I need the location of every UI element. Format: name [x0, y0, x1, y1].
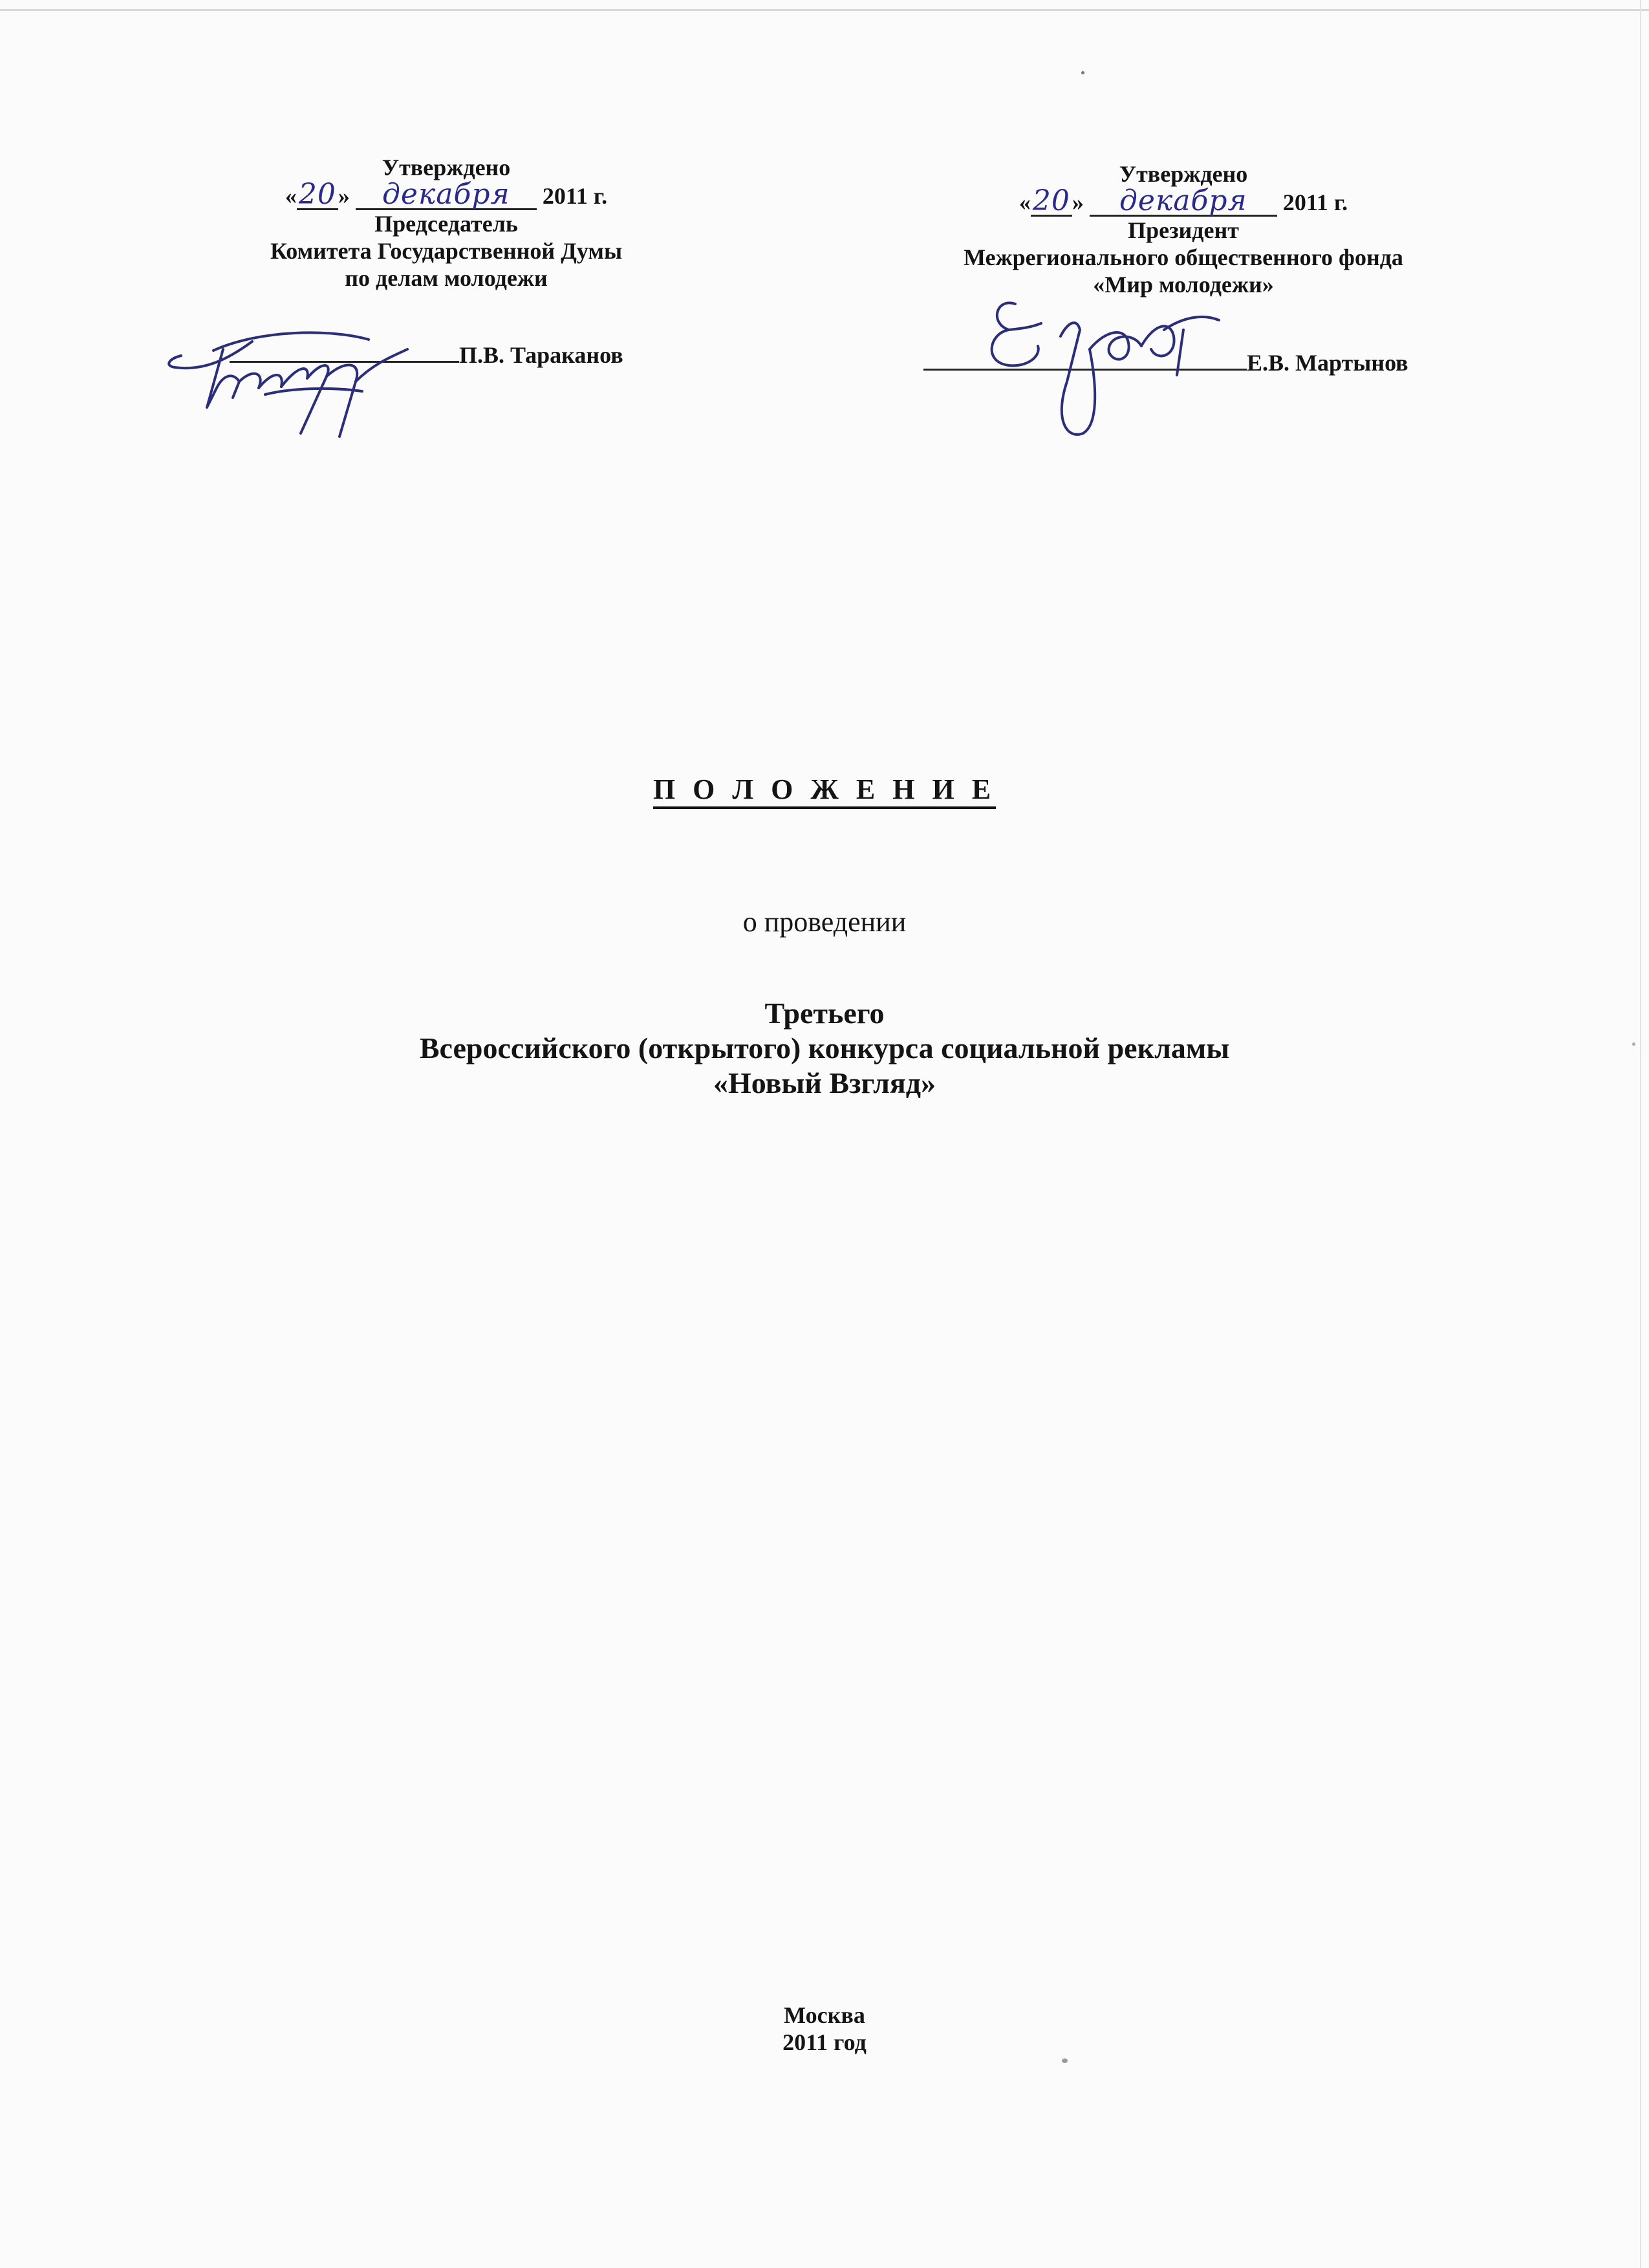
- document-title: [0, 773, 1649, 806]
- signatory-name: П.В. Тараканов: [459, 342, 623, 368]
- contest-line2: Всероссийского (открытого) конкурса социальной рекламы: [419, 1031, 1230, 1064]
- close-quote: »: [1072, 189, 1084, 215]
- document-subtitle: о проведении: [742, 906, 907, 938]
- right-approval-block: [892, 160, 1474, 298]
- approval-date: [220, 178, 673, 211]
- close-quote: »: [338, 183, 350, 209]
- org-name-line2: по делам молодежи: [345, 265, 548, 291]
- signatory-name: Е.В. Мартынов: [1247, 350, 1408, 376]
- scan-edge-top: [0, 9, 1649, 11]
- contest-line3: «Новый Взгляд»: [713, 1066, 936, 1099]
- day-handwritten: 20: [297, 181, 338, 210]
- position-label: Председатель: [374, 211, 518, 237]
- org-name-line2: «Мир молодежи»: [1093, 272, 1274, 297]
- open-quote: «: [285, 183, 297, 209]
- scan-speck: [1081, 71, 1084, 74]
- org-name-line1: Межрегионального общественного фонда: [964, 244, 1403, 270]
- approved-label: Утверждено: [382, 155, 511, 180]
- approval-date: [892, 184, 1474, 217]
- scan-speck: [1062, 2058, 1068, 2063]
- contest-line1: Третьего: [764, 997, 885, 1030]
- document-title-text: П О Л О Ж Е Н И Е: [653, 773, 996, 809]
- day-handwritten: 20: [1031, 188, 1072, 217]
- footer-city: Москва: [784, 2002, 865, 2028]
- scan-edge-right: [1640, 0, 1641, 2268]
- left-approval-block: [220, 154, 673, 292]
- handwritten-signature: [970, 285, 1255, 446]
- month-handwritten: декабря: [1090, 188, 1277, 217]
- month-handwritten: декабря: [356, 181, 537, 210]
- contest-name: [0, 996, 1649, 1101]
- position-label: Президент: [1128, 217, 1239, 243]
- org-name-line1: Комитета Государственной Думы: [270, 238, 623, 264]
- open-quote: «: [1018, 189, 1031, 215]
- approval-year: 2011 г.: [1282, 189, 1348, 215]
- footer-year: 2011 год: [782, 2029, 867, 2055]
- approved-label: Утверждено: [1119, 161, 1248, 187]
- handwritten-signature: [162, 310, 498, 440]
- document-footer: [0, 2002, 1649, 2056]
- approval-year: 2011 г.: [542, 183, 608, 209]
